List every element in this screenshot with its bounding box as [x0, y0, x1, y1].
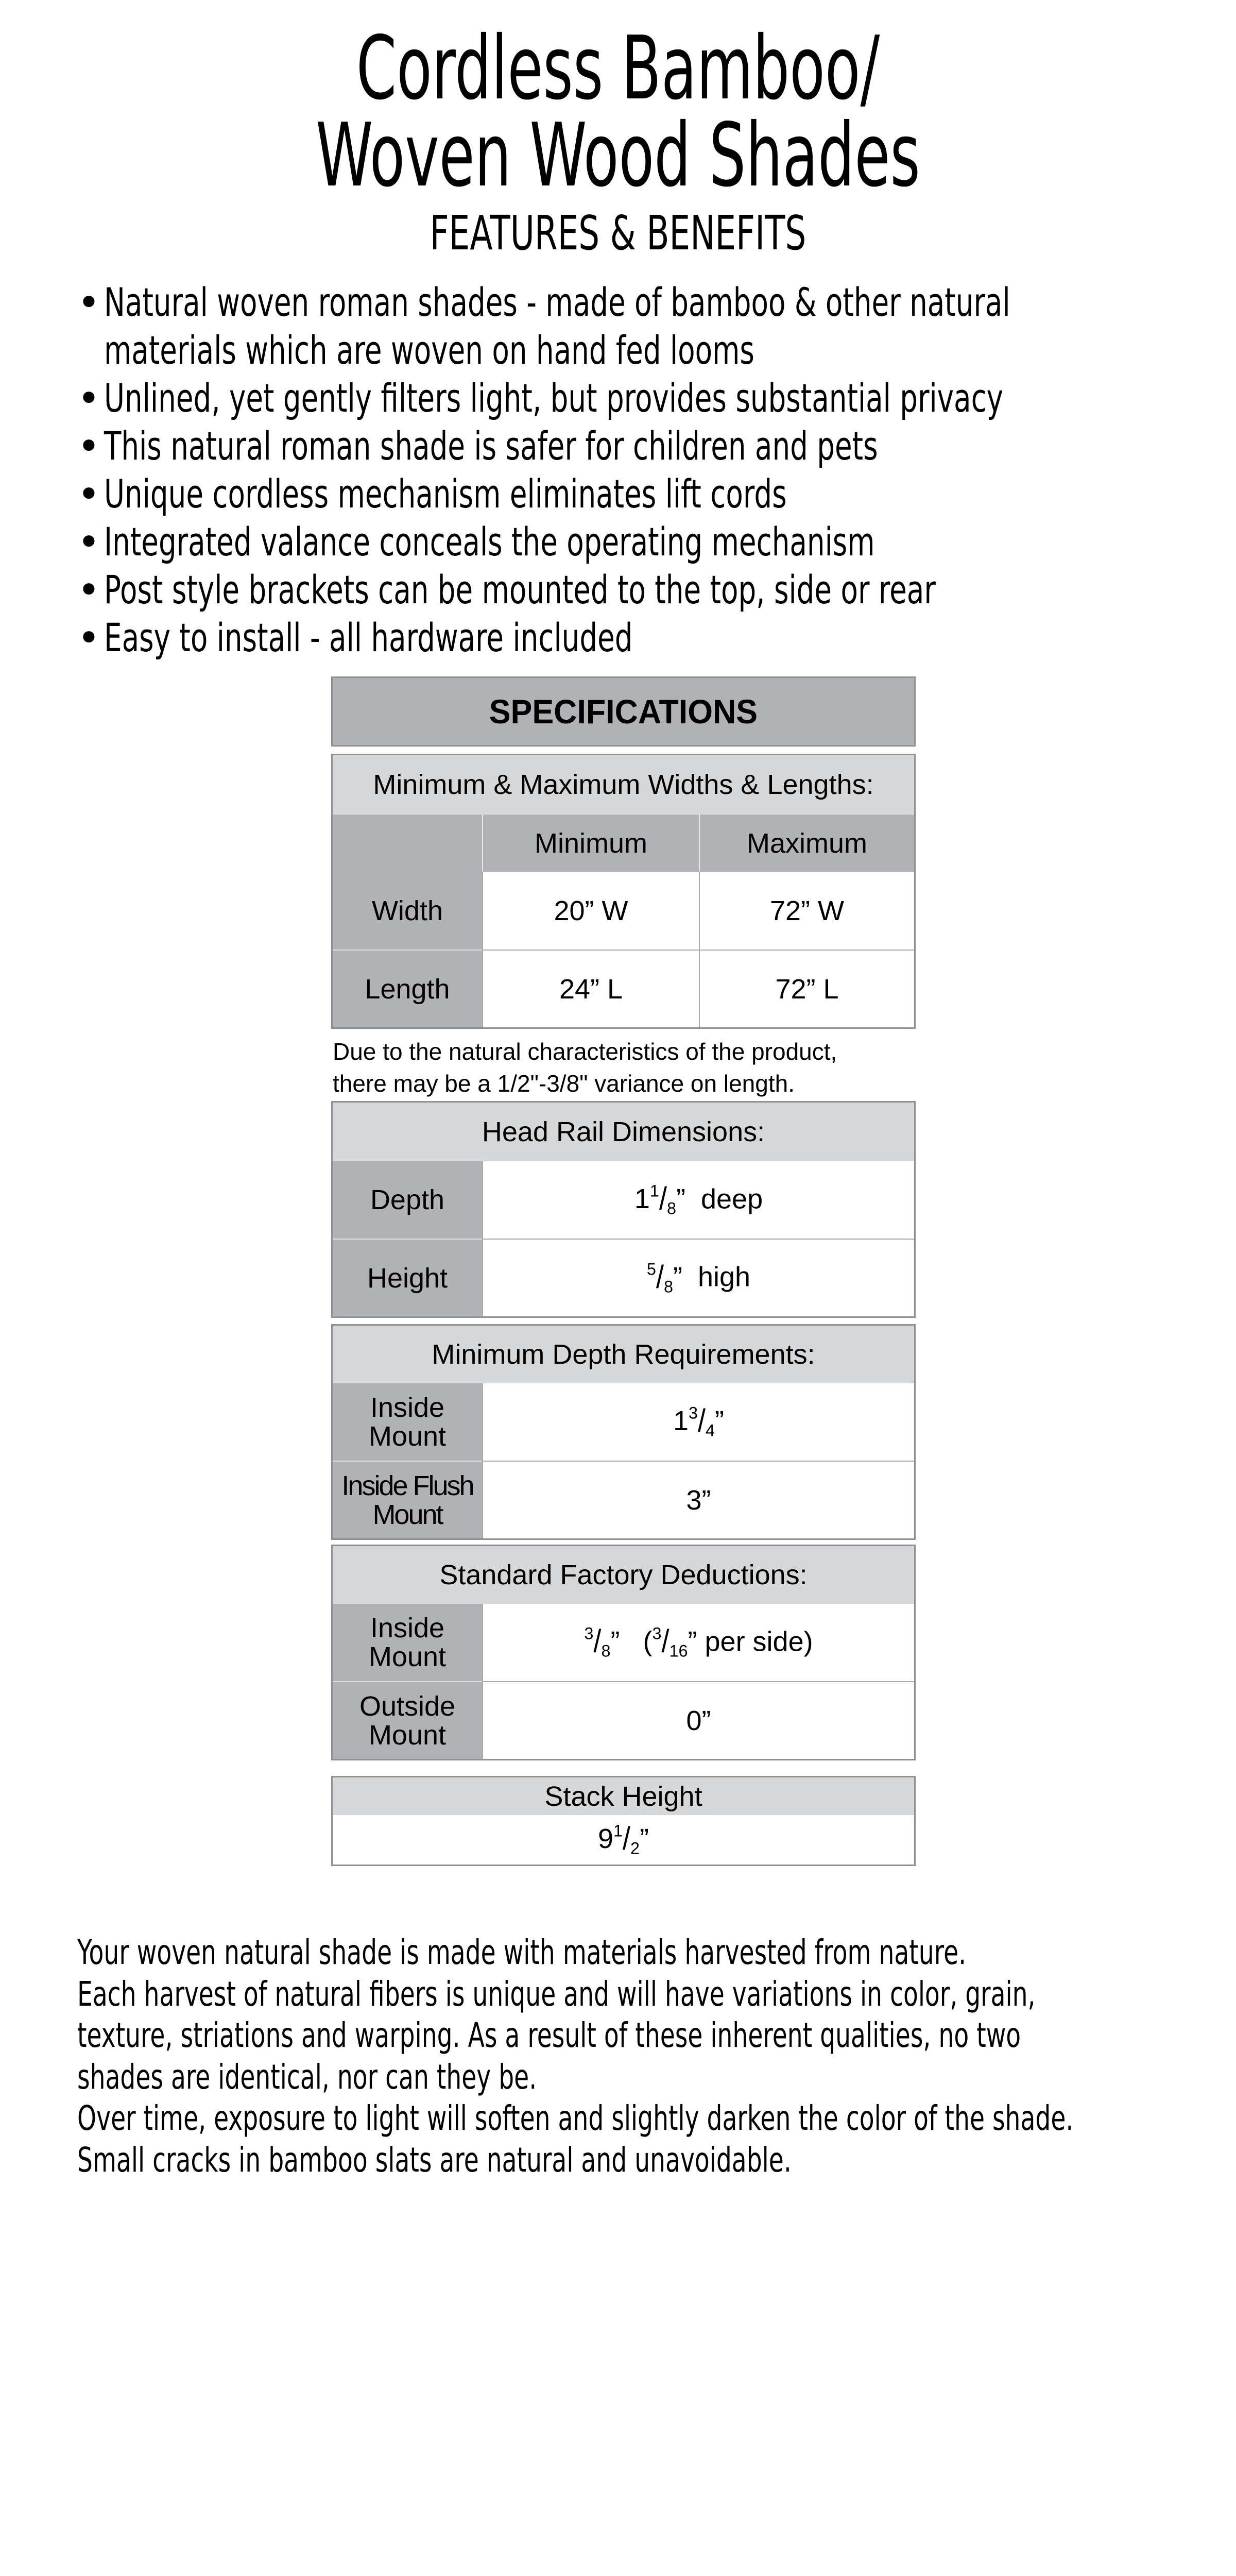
feature-item — [77, 566, 1210, 614]
fraction-slash: / — [659, 1181, 667, 1217]
open-paren: ( — [643, 1626, 653, 1657]
widths-lengths-table — [331, 754, 916, 1029]
row-label-inside-mount — [333, 1604, 483, 1682]
feature-text: Post style brackets can be mounted to the top, side or rear — [104, 567, 936, 613]
feature-item — [77, 518, 1210, 566]
fraction-denominator: 4 — [706, 1421, 715, 1440]
disclaimer-line: shades are identical, nor can they be. — [77, 2057, 537, 2097]
inside-mount-deduction-value — [483, 1604, 914, 1682]
feature-text: Easy to install - all hardware included — [104, 615, 633, 660]
fraction-numerator: 5 — [646, 1260, 656, 1278]
row-label-length: Length — [333, 950, 483, 1027]
height-suffix: high — [697, 1261, 751, 1293]
outside-mount-deduction-value: 0” — [483, 1682, 914, 1759]
bullet-icon: • — [77, 519, 100, 565]
bullet-icon: • — [77, 567, 100, 613]
fraction-numerator: 3 — [689, 1403, 698, 1422]
feature-text: Natural woven roman shades - made of bamboo & other natural — [104, 279, 1010, 325]
column-header-minimum: Minimum — [483, 814, 699, 872]
feature-text: Integrated valance conceals the operating mechanism — [104, 519, 875, 565]
fraction-denominator: 16 — [669, 1641, 688, 1660]
features-list — [77, 278, 1210, 662]
min-depth-table — [331, 1324, 916, 1540]
label-line: Mount — [368, 1641, 447, 1672]
min-depth-header: Minimum Depth Requirements: — [333, 1326, 914, 1383]
feature-item — [77, 374, 1210, 422]
title-text-1: Cordless Bamboo/ — [356, 18, 880, 120]
natural-materials-disclaimer — [77, 1932, 1210, 2181]
corner-cell — [333, 814, 483, 872]
fraction-numerator: 3 — [652, 1624, 662, 1643]
label-line: Mount — [368, 1421, 447, 1452]
stack-height-value — [333, 1815, 914, 1865]
variance-note — [333, 1036, 837, 1099]
variance-note-line: there may be a 1/2"-3/8" variance on length. — [333, 1070, 795, 1097]
whole-number: 9 — [597, 1823, 613, 1855]
feature-item — [77, 614, 1210, 662]
disclaimer-line: texture, striations and warping. As a result of these inherent qualities, no two — [77, 2015, 1021, 2055]
fraction-numerator: 1 — [613, 1821, 623, 1840]
title-text-2: Woven Wood Shades — [316, 105, 920, 207]
page-title-line-2 — [0, 107, 1236, 205]
width-max-value: 72” W — [699, 872, 914, 950]
label-line: Mount — [372, 1499, 442, 1530]
whole-number: 1 — [634, 1183, 650, 1215]
disclaimer-line: Your woven natural shade is made with materials harvested from nature. — [77, 1933, 967, 1972]
fraction-slash: / — [593, 1623, 602, 1659]
stack-height-table — [331, 1776, 916, 1866]
feature-item — [77, 422, 1210, 470]
width-min-value: 20” W — [483, 872, 699, 950]
bullet-icon: • — [77, 423, 100, 469]
inch-mark: ” — [673, 1261, 682, 1293]
specifications-title — [331, 676, 916, 747]
depth-value — [483, 1161, 914, 1239]
length-max-value: 72” L — [699, 950, 914, 1027]
head-rail-header: Head Rail Dimensions: — [333, 1103, 914, 1161]
fraction-slash: / — [623, 1821, 631, 1857]
row-label-inside-mount — [333, 1383, 483, 1461]
label-line: Outside — [359, 1690, 456, 1722]
row-label-inside-flush-mount — [333, 1461, 483, 1538]
fraction-denominator: 8 — [601, 1641, 611, 1660]
feature-item — [77, 470, 1210, 518]
feature-text: Unique cordless mechanism eliminates lift cords — [104, 471, 787, 517]
row-label-width: Width — [333, 872, 483, 950]
variance-note-line: Due to the natural characteristics of the product, — [333, 1038, 837, 1065]
inch-mark: ” — [676, 1183, 685, 1215]
widths-lengths-header: Minimum & Maximum Widths & Lengths: — [333, 755, 914, 814]
fraction-slash: / — [656, 1259, 664, 1295]
bullet-icon: • — [77, 279, 100, 325]
fraction-numerator: 3 — [584, 1624, 594, 1643]
feature-item — [77, 278, 1210, 374]
fraction-slash: / — [698, 1403, 706, 1439]
stack-height-header: Stack Height — [333, 1777, 914, 1815]
row-label-depth: Depth — [333, 1161, 483, 1239]
disclaimer-line: Over time, exposure to light will soften and slightly darken the color of the shade. — [77, 2098, 1074, 2138]
feature-text: materials which are woven on hand fed looms — [104, 327, 754, 373]
deductions-table — [331, 1545, 916, 1760]
fraction-denominator: 8 — [663, 1277, 673, 1296]
whole-number: 1 — [673, 1405, 689, 1437]
fraction-slash: / — [661, 1623, 670, 1659]
inch-mark: ” — [610, 1626, 620, 1657]
inside-flush-mount-depth-value: 3” — [483, 1461, 914, 1538]
feature-text: This natural roman shade is safer for children and pets — [104, 423, 878, 469]
label-line: Inside — [370, 1392, 445, 1423]
label-line: Inside Flush — [341, 1470, 473, 1501]
per-side-suffix: per side) — [705, 1626, 813, 1657]
disclaimer-line: Each harvest of natural fibers is unique and will have variations in color, grain, — [77, 1974, 1036, 2014]
subtitle-text: FEATURES & BENEFITS — [430, 206, 806, 261]
column-header-maximum: Maximum — [699, 814, 914, 872]
bullet-icon: • — [77, 471, 100, 517]
row-label-outside-mount — [333, 1682, 483, 1759]
height-value — [483, 1239, 914, 1316]
deductions-header: Standard Factory Deductions: — [333, 1546, 914, 1604]
fraction-numerator: 1 — [649, 1181, 659, 1200]
label-line: Mount — [368, 1719, 447, 1751]
fraction-denominator: 2 — [630, 1839, 640, 1858]
bullet-icon: • — [77, 615, 100, 660]
depth-suffix: deep — [700, 1183, 763, 1215]
inside-mount-depth-value — [483, 1383, 914, 1461]
page-subtitle — [0, 205, 1236, 262]
head-rail-table — [331, 1101, 916, 1318]
page-title-line-1 — [0, 18, 1236, 120]
disclaimer-line: Small cracks in bamboo slats are natural and unavoidable. — [77, 2140, 792, 2180]
specifications-title-text: SPECIFICATIONS — [489, 692, 758, 731]
inch-mark: ” — [715, 1405, 725, 1437]
inch-mark: ” — [640, 1823, 649, 1855]
inch-mark: ” — [688, 1626, 697, 1657]
label-line: Inside — [370, 1613, 445, 1643]
row-label-height: Height — [333, 1239, 483, 1316]
feature-text: Unlined, yet gently filters light, but provides substantial privacy — [104, 375, 1004, 421]
fraction-denominator: 8 — [666, 1199, 676, 1218]
bullet-icon: • — [77, 375, 100, 421]
length-min-value: 24” L — [483, 950, 699, 1027]
